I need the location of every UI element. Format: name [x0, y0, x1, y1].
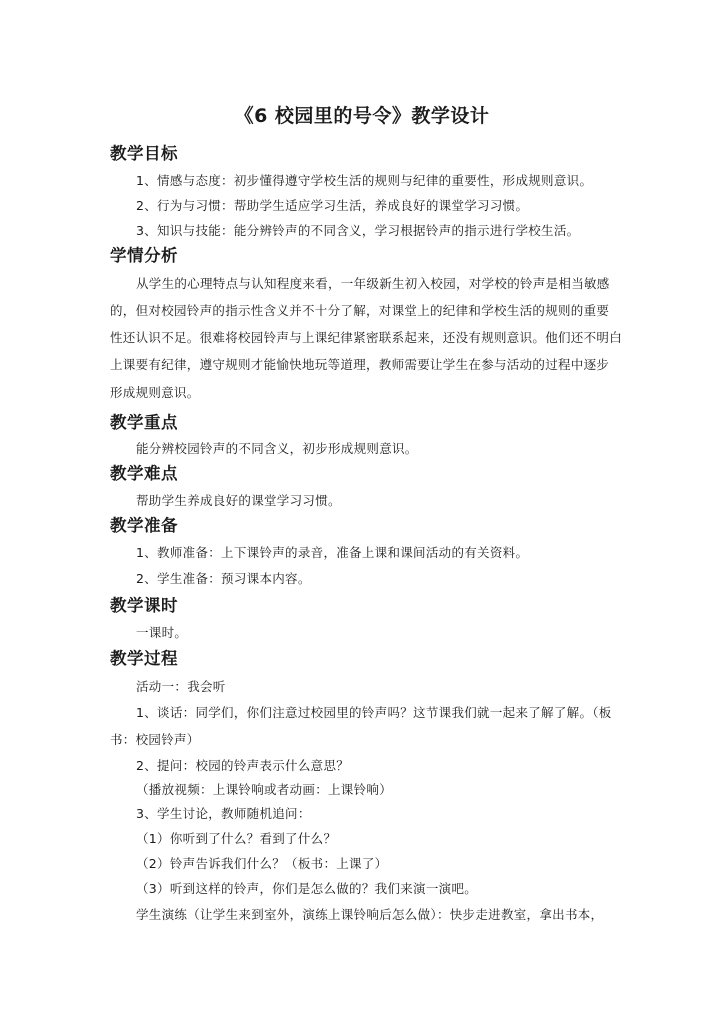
process-line: （2）铃声告诉我们什么？（板书：上课了）: [136, 856, 388, 871]
preparation-item: 1、教师准备：上下课铃声的录音，准备上课和课间活动的有关资料。: [136, 545, 529, 560]
document-title: 《6 校园里的号令》教学设计: [234, 105, 490, 127]
heading-process: 教学过程: [110, 649, 178, 668]
periods-text: 一课时。: [136, 625, 188, 640]
preparation-item: 2、学生准备：预习课本内容。: [136, 571, 311, 586]
analysis-line: 形成规则意识。: [110, 385, 200, 400]
difficulties-text: 帮助学生养成良好的课堂学习习惯。: [136, 493, 341, 508]
process-line: 书：校园铃声）: [110, 732, 200, 747]
heading-key-points: 教学重点: [110, 413, 178, 432]
analysis-line: 从学生的心理特点与认知程度来看，一年级新生初入校园，对学校的铃声是相当敏感: [136, 276, 610, 291]
objective-item: 2、行为与习惯：帮助学生适应学习生活，养成良好的课堂学习习惯。: [136, 198, 529, 213]
analysis-line: 性还认识不足。很难将校园铃声与上课纪律紧密联系起来，还没有规则意识。他们还不明白: [110, 330, 623, 345]
process-line: 学生演练（让学生来到室外，演练上课铃响后怎么做）：快步走进教室，拿出书本，: [136, 907, 604, 922]
analysis-line: 的，但对校园铃声的指示性含义并不十分了解，对课堂上的纪律和学校生活的规则的重要: [110, 303, 610, 318]
process-line: （3）听到这样的铃声，你们是怎么做的？我们来演一演吧。: [136, 881, 478, 896]
heading-periods: 教学课时: [110, 596, 178, 615]
process-line: 活动一：我会听: [136, 679, 226, 694]
analysis-line: 上课要有纪律，遵守规则才能愉快地玩等道理，教师需要让学生在参与活动的过程中逐步: [110, 357, 610, 372]
process-line: （播放视频：上课铃响或者动画：上课铃响）: [136, 782, 393, 797]
heading-analysis: 学情分析: [110, 246, 178, 265]
process-line: 1、谈话：同学们，你们注意过校园里的铃声吗？这节课我们就一起来了解了解。（板: [136, 705, 612, 720]
process-line: 3、学生讨论，教师随机追问：: [136, 806, 311, 821]
key-points-text: 能分辨校园铃声的不同含义，初步形成规则意识。: [136, 441, 418, 456]
objective-item: 3、知识与技能：能分辨铃声的不同含义，学习根据铃声的指示进行学校生活。: [136, 223, 580, 238]
heading-preparation: 教学准备: [110, 516, 178, 535]
heading-difficulties: 教学难点: [110, 464, 178, 483]
process-line: （1）你听到了什么？看到了什么？: [136, 831, 337, 846]
heading-objectives: 教学目标: [110, 144, 178, 163]
objective-item: 1、情感与态度：初步懂得遵守学校生活的规则与纪律的重要性，形成规则意识。: [136, 173, 593, 188]
process-line: 2、提问：校园的铃声表示什么意思？: [136, 758, 350, 773]
